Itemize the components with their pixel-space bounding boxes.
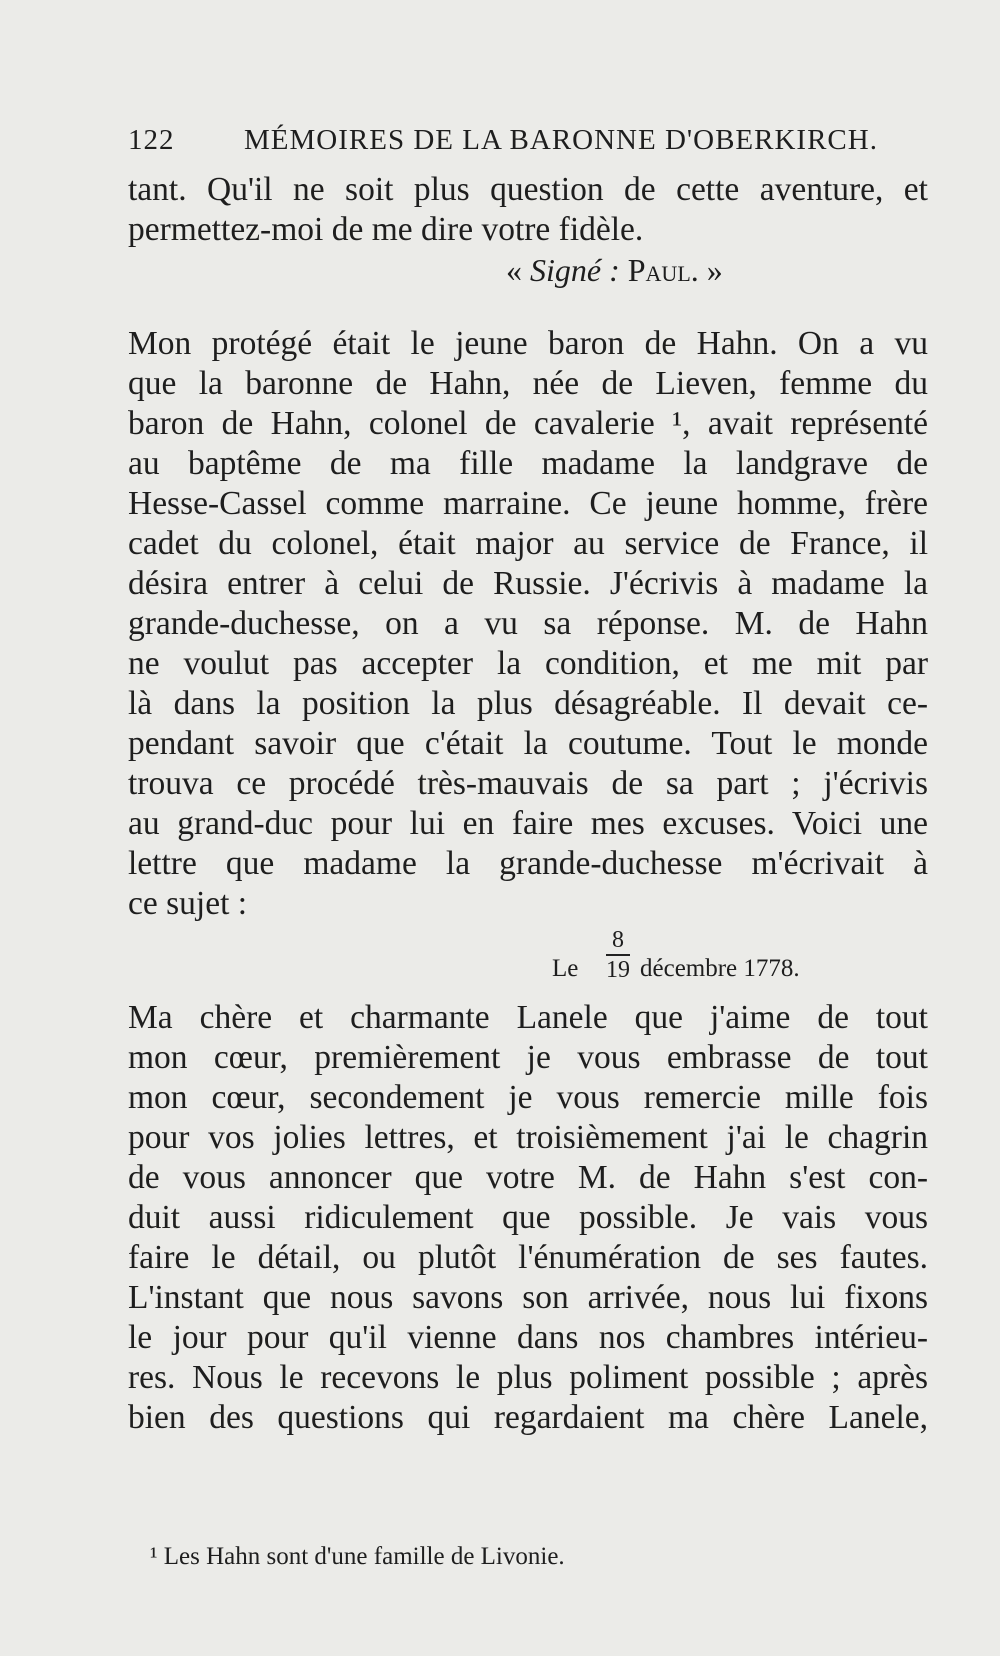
- text-line: res. Nous le recevons le plus poliment possible ; après: [128, 1359, 928, 1396]
- dateline-prefix: Le: [552, 955, 579, 982]
- dateline-suffix: décembre 1778.: [640, 955, 800, 982]
- date-numerator: 8: [612, 927, 624, 953]
- text-line: pour vos jolies lettres, et troisièmement j'ai le chagrin: [128, 1119, 928, 1156]
- text-line: lettre que madame la grande-duchesse m'écrivait à: [128, 845, 928, 882]
- text-line: mon cœur, premièrement je vous embrasse de tout: [128, 1039, 928, 1076]
- text-line: permettez-moi de me dire votre fidèle.: [128, 211, 644, 248]
- text-line: de vous annoncer que votre M. de Hahn s'est con-: [128, 1159, 928, 1196]
- signature-close-quote: »: [698, 252, 723, 288]
- text-line: le jour pour qu'il vienne dans nos chambres intérieu-: [128, 1319, 928, 1356]
- text-line: cadet du colonel, était major au service de France, il: [128, 525, 928, 562]
- text-line: Mon protégé était le jeune baron de Hahn. On a vu: [128, 325, 928, 362]
- text-line: grande-duchesse, on a vu sa réponse. M. de Hahn: [128, 605, 928, 642]
- text-line: désira entrer à celui de Russie. J'écrivis à madame la: [128, 565, 928, 602]
- footnote: ¹ Les Hahn sont d'une famille de Livonie.: [150, 1543, 565, 1570]
- text-line: tant. Qu'il ne soit plus question de cette aventure, et: [128, 171, 928, 208]
- text-line: que la baronne de Hahn, née de Lieven, femme du: [128, 365, 928, 402]
- fraction-bar: [606, 954, 630, 956]
- letter-paragraph: [128, 998, 928, 1438]
- signature-name: Paul.: [627, 252, 699, 288]
- text-line: bien des questions qui regardaient ma chère Lanele,: [128, 1399, 928, 1436]
- text-line: faire le détail, ou plutôt l'énumération de ses fautes.: [128, 1239, 928, 1276]
- text-line: mon cœur, secondement je vous remercie mille fois: [128, 1079, 928, 1116]
- text-line: duit aussi ridiculement que possible. Je vais vous: [128, 1199, 928, 1236]
- text-line: au grand-duc pour lui en faire mes excuses. Voici une: [128, 805, 928, 842]
- text-line: ce sujet :: [128, 885, 248, 922]
- text-line: trouva ce procédé très-mauvais de sa part ; j'écrivis: [128, 765, 928, 802]
- text-line: là dans la position la plus désagréable. Il devait ce-: [128, 685, 928, 722]
- date-fraction: [606, 928, 630, 982]
- page-number: 122: [128, 124, 175, 156]
- text-line: L'instant que nous savons son arrivée, nous lui fixons: [128, 1279, 928, 1316]
- text-line: Hesse-Cassel comme marraine. Ce jeune homme, frère: [128, 485, 928, 522]
- page-body: [128, 170, 928, 1438]
- signature-open-quote: «: [506, 252, 530, 288]
- running-title: MÉMOIRES DE LA BARONNE D'OBERKIRCH.: [244, 124, 878, 156]
- signature-label: Signé :: [530, 252, 620, 288]
- text-line: baron de Hahn, colonel de cavalerie ¹, avait représenté: [128, 405, 928, 442]
- text-line: ne voulut pas accepter la condition, et me mit par: [128, 645, 928, 682]
- text-line: au baptême de ma fille madame la landgrave de: [128, 445, 928, 482]
- letter-dateline: [128, 928, 928, 998]
- text-line: Ma chère et charmante Lanele que j'aime de tout: [128, 999, 928, 1036]
- page-header: [128, 124, 878, 164]
- text-line: pendant savoir que c'était la coutume. Tout le monde: [128, 725, 928, 762]
- letter-ending: [128, 170, 928, 290]
- narrative-paragraph: [128, 324, 928, 924]
- date-denominator: 19: [606, 957, 630, 983]
- signature-line: [128, 250, 928, 290]
